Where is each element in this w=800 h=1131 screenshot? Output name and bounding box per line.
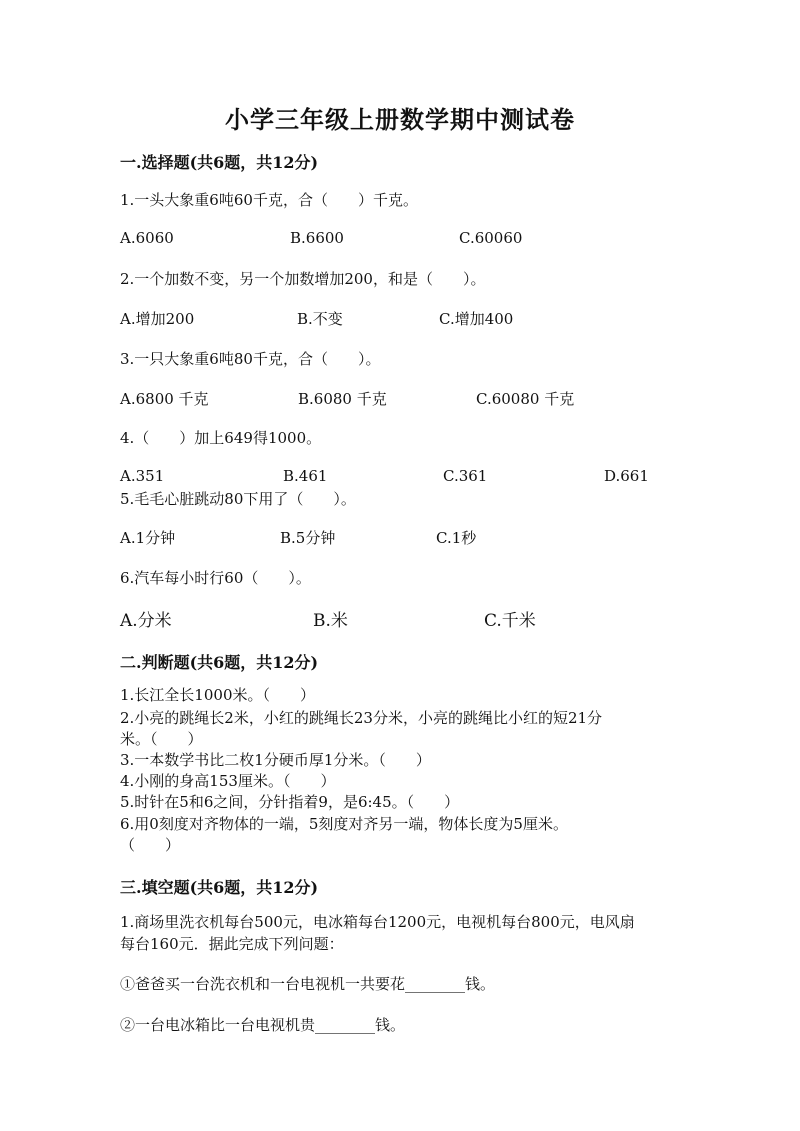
option-b: B.不变 (297, 310, 343, 328)
option-b: B.米 (313, 611, 348, 631)
judge-line: 4.小刚的身高153厘米。（ ） (120, 772, 336, 790)
option-a: A.6060 (120, 229, 174, 247)
judge-line: 5.时针在5和6之间，分针指着9，是6:45。（ ） (120, 793, 460, 811)
judge-line: 6.用0刻度对齐物体的一端，5刻度对齐另一端，物体长度为5厘米。 (120, 815, 568, 833)
question-text: 1.一头大象重6吨60千克，合（ ）千克。 (120, 191, 418, 209)
option-a: A.6800 千克 (120, 390, 209, 408)
judge-line: （ ） (120, 836, 181, 854)
section-heading-choice: 一.选择题(共6题，共12分) (120, 153, 319, 172)
option-b: B.461 (283, 467, 328, 485)
judge-line: 3.一本数学书比二枚1分硬币厚1分米。（ ） (120, 751, 431, 769)
question-text: 3.一只大象重6吨80千克，合（ ）。 (120, 350, 381, 368)
option-b: B.6600 (290, 229, 344, 247)
option-c: C.60060 (459, 229, 523, 247)
option-c: C.千米 (484, 611, 536, 631)
section-heading-judge: 二.判断题(共6题，共12分) (120, 653, 319, 672)
option-a: A.1分钟 (120, 529, 176, 547)
fill-line: ①爸爸买一台洗衣机和一台电视机一共要花________钱。 (120, 975, 496, 993)
judge-line: 2.小亮的跳绳长2米，小红的跳绳长23分米，小亮的跳绳比小红的短21分 (120, 709, 603, 727)
section-heading-fill: 三.填空题(共6题，共12分) (120, 878, 319, 897)
option-a: A.351 (120, 467, 165, 485)
fill-line: 1.商场里洗衣机每台500元，电冰箱每台1200元，电视机每台800元，电风扇 (120, 913, 635, 931)
option-d: D.661 (604, 467, 649, 485)
option-b: B.5分钟 (280, 529, 336, 547)
question-text: 6.汽车每小时行60（ ）。 (120, 569, 311, 587)
fill-line: ②一台电冰箱比一台电视机贵________钱。 (120, 1016, 406, 1034)
question-text: 4.（ ）加上649得1000。 (120, 429, 322, 447)
page-title: 小学三年级上册数学期中测试卷 (225, 105, 575, 134)
option-c: C.增加400 (439, 310, 514, 328)
judge-line: 1.长江全长1000米。（ ） (120, 686, 315, 704)
option-a: A.增加200 (120, 310, 195, 328)
option-c: C.1秒 (436, 529, 477, 547)
fill-line: 每台160元．据此完成下列问题： (120, 935, 344, 953)
option-a: A.分米 (120, 611, 172, 631)
judge-line: 米。（ ） (120, 730, 203, 748)
question-text: 2.一个加数不变，另一个加数增加200，和是（ ）。 (120, 270, 486, 288)
option-b: B.6080 千克 (298, 390, 387, 408)
option-c: C.361 (443, 467, 488, 485)
option-c: C.60080 千克 (476, 390, 575, 408)
question-text: 5.毛毛心脏跳动80下用了（ ）。 (120, 490, 356, 508)
